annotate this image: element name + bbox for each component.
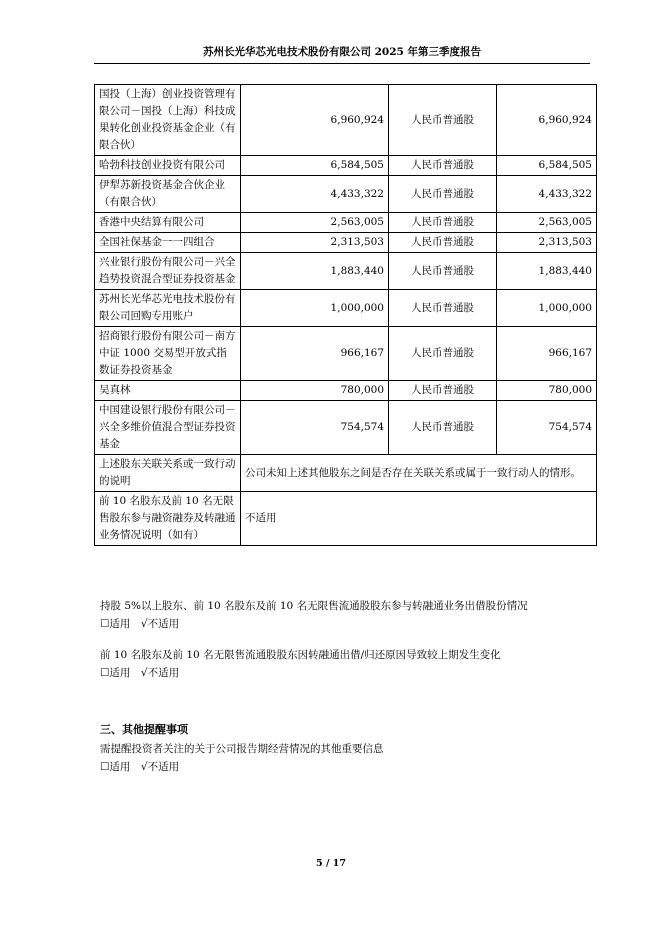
table-row	[95, 253, 597, 290]
share-count: 1,883,440	[497, 253, 597, 290]
share-count: 2,313,503	[497, 233, 597, 253]
lending-text: 持股 5%以上股东、前 10 名股东及前 10 名无限售流通股股东参与转融通业务出借股份情况	[100, 600, 528, 612]
share-count: 2,563,005	[497, 213, 597, 233]
table-row	[95, 156, 597, 176]
share-count: 966,167	[497, 327, 597, 381]
lending-options: ☐适用 √不适用	[100, 618, 180, 630]
holder-shares: 2,563,005	[241, 213, 389, 233]
relation-row	[95, 455, 597, 492]
margin-trading-value: 不适用	[241, 492, 597, 546]
holder-shares: 6,584,505	[241, 156, 389, 176]
holder-shares: 780,000	[241, 381, 389, 401]
relation-label: 上述股东关联关系或一致行动的说明	[95, 455, 241, 492]
relation-value: 公司未知上述其他股东之间是否存在关联关系或属于一致行动人的情形。	[241, 455, 597, 492]
holder-shares: 2,313,503	[241, 233, 389, 253]
share-type: 人民币普通股	[389, 381, 497, 401]
holder-name: 招商银行股份有限公司－南方中证 1000 交易型开放式指数证券投资基金	[95, 327, 241, 381]
holder-name: 伊犁苏新投资基金合伙企业（有限合伙）	[95, 176, 241, 213]
holder-shares: 1,000,000	[241, 290, 389, 327]
section-three-text: 需提醒投资者关注的关于公司报告期经营情况的其他重要信息	[100, 743, 384, 755]
holder-shares: 4,433,322	[241, 176, 389, 213]
share-count: 6,584,505	[497, 156, 597, 176]
share-type: 人民币普通股	[389, 85, 497, 156]
table-row	[95, 176, 597, 213]
change-section	[100, 646, 501, 682]
share-count: 4,433,322	[497, 176, 597, 213]
holder-shares: 6,960,924	[241, 85, 389, 156]
holder-name: 香港中央结算有限公司	[95, 213, 241, 233]
holder-shares: 754,574	[241, 401, 389, 455]
holder-name: 哈勃科技创业投资有限公司	[95, 156, 241, 176]
shareholders-table	[94, 84, 597, 546]
table-row	[95, 85, 597, 156]
share-type: 人民币普通股	[389, 176, 497, 213]
holder-name: 苏州长光华芯光电技术股份有限公司回购专用账户	[95, 290, 241, 327]
table-row	[95, 290, 597, 327]
section-three-options: ☐适用 √不适用	[100, 761, 180, 773]
share-type: 人民币普通股	[389, 156, 497, 176]
page-number: 5 / 17	[316, 858, 346, 869]
change-text: 前 10 名股东及前 10 名无限售流通股股东因转融通出借/归还原因导致较上期发生变化	[100, 649, 501, 661]
share-type: 人民币普通股	[389, 253, 497, 290]
share-type: 人民币普通股	[389, 213, 497, 233]
share-count: 754,574	[497, 401, 597, 455]
report-title: 苏州长光华芯光电技术股份有限公司 2025 年第三季度报告	[202, 46, 482, 58]
share-count: 780,000	[497, 381, 597, 401]
share-type: 人民币普通股	[389, 290, 497, 327]
holder-name: 吴真林	[95, 381, 241, 401]
table-row	[95, 233, 597, 253]
share-count: 6,960,924	[497, 85, 597, 156]
table-row	[95, 401, 597, 455]
holder-name: 中国建设银行股份有限公司－兴全多维价值混合型证券投资基金	[95, 401, 241, 455]
share-type: 人民币普通股	[389, 327, 497, 381]
holder-name: 兴业银行股份有限公司－兴全趋势投资混合型证券投资基金	[95, 253, 241, 290]
shareholders-table-body	[95, 85, 597, 546]
section-three-title: 三、其他提醒事项	[100, 723, 188, 736]
holder-shares: 1,883,440	[241, 253, 389, 290]
holder-shares: 966,167	[241, 327, 389, 381]
table-row	[95, 327, 597, 381]
holder-name: 国投（上海）创业投资管理有限公司－国投（上海）科技成果转化创业投资基金企业（有限合伙）	[95, 85, 241, 156]
margin-trading-label: 前 10 名股东及前 10 名无限售股东参与融资融券及转融通业务情况说明（如有）	[95, 492, 241, 546]
share-type: 人民币普通股	[389, 233, 497, 253]
table-row	[95, 213, 597, 233]
holder-name: 全国社保基金一一四组合	[95, 233, 241, 253]
share-type: 人民币普通股	[389, 401, 497, 455]
margin-trading-row	[95, 492, 597, 546]
lending-section	[100, 597, 528, 633]
section-three-body	[100, 740, 384, 776]
share-count: 1,000,000	[497, 290, 597, 327]
table-row	[95, 381, 597, 401]
page-header	[94, 44, 590, 64]
change-options: ☐适用 √不适用	[100, 667, 180, 679]
